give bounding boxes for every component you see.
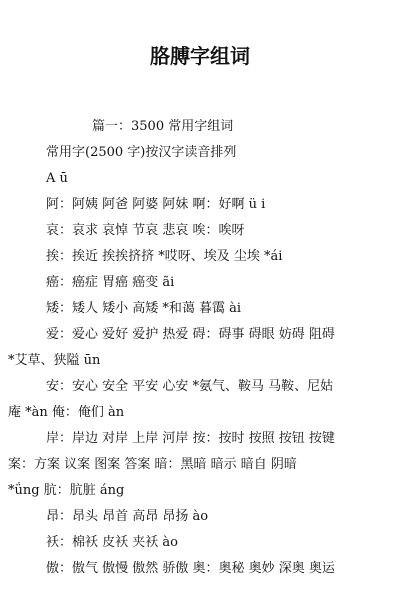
entry-line: 傲：傲气 傲慢 傲然 骄傲 奥：奥秘 奥妙 深奥 奥运: [46, 561, 335, 576]
section-subtitle: 篇一：3500 常用字组词: [92, 119, 234, 134]
entry-line: 案：方案 议案 图案 答案 暗：黑暗 暗示 暗自 阴暗: [8, 457, 297, 472]
entry-line: *艾草、狭隘 ūn: [8, 353, 101, 368]
entry-line: 矮：矮人 矮小 高矮 *和蔼 暮霭 ài: [46, 301, 242, 316]
entry-line: 庵 *àn 俺：俺们 àn: [8, 405, 125, 420]
entry-line: *ǘng 肮：肮脏 áng: [8, 483, 125, 498]
pinyin-index: A ū: [46, 171, 68, 186]
entry-line: 昂：昂头 昂首 高昂 昂扬 ào: [46, 509, 209, 524]
entry-line: 爱：爱心 爱好 爱护 热爱 碍：碍事 碍眼 妨碍 阻碍: [46, 327, 335, 342]
entry-line: 癌：癌症 胃癌 癌变 ãi: [46, 275, 175, 290]
entry-line: 阿：阿姨 阿爸 阿婆 阿妹 啊：好啊 ü i: [46, 197, 266, 212]
entry-line: 挨：挨近 挨挨挤挤 *哎呀、埃及 尘埃 *ái: [46, 249, 283, 264]
entry-line: 岸：岸边 对岸 上岸 河岸 按：按时 按照 按钮 按键: [46, 431, 335, 446]
entry-line: 袄：棉袄 皮袄 夹袄 ào: [46, 535, 178, 550]
entry-line: 安：安心 安全 平安 心安 *氨气、鞍马 马鞍、尼姑: [46, 379, 334, 394]
entry-line: 哀：哀求 哀悼 节哀 悲哀 唉：唉呀: [46, 223, 245, 238]
section-intro: 常用字(2500 字)按汉字读音排列: [46, 145, 237, 160]
page-title: 胳膊字组词: [150, 44, 250, 68]
